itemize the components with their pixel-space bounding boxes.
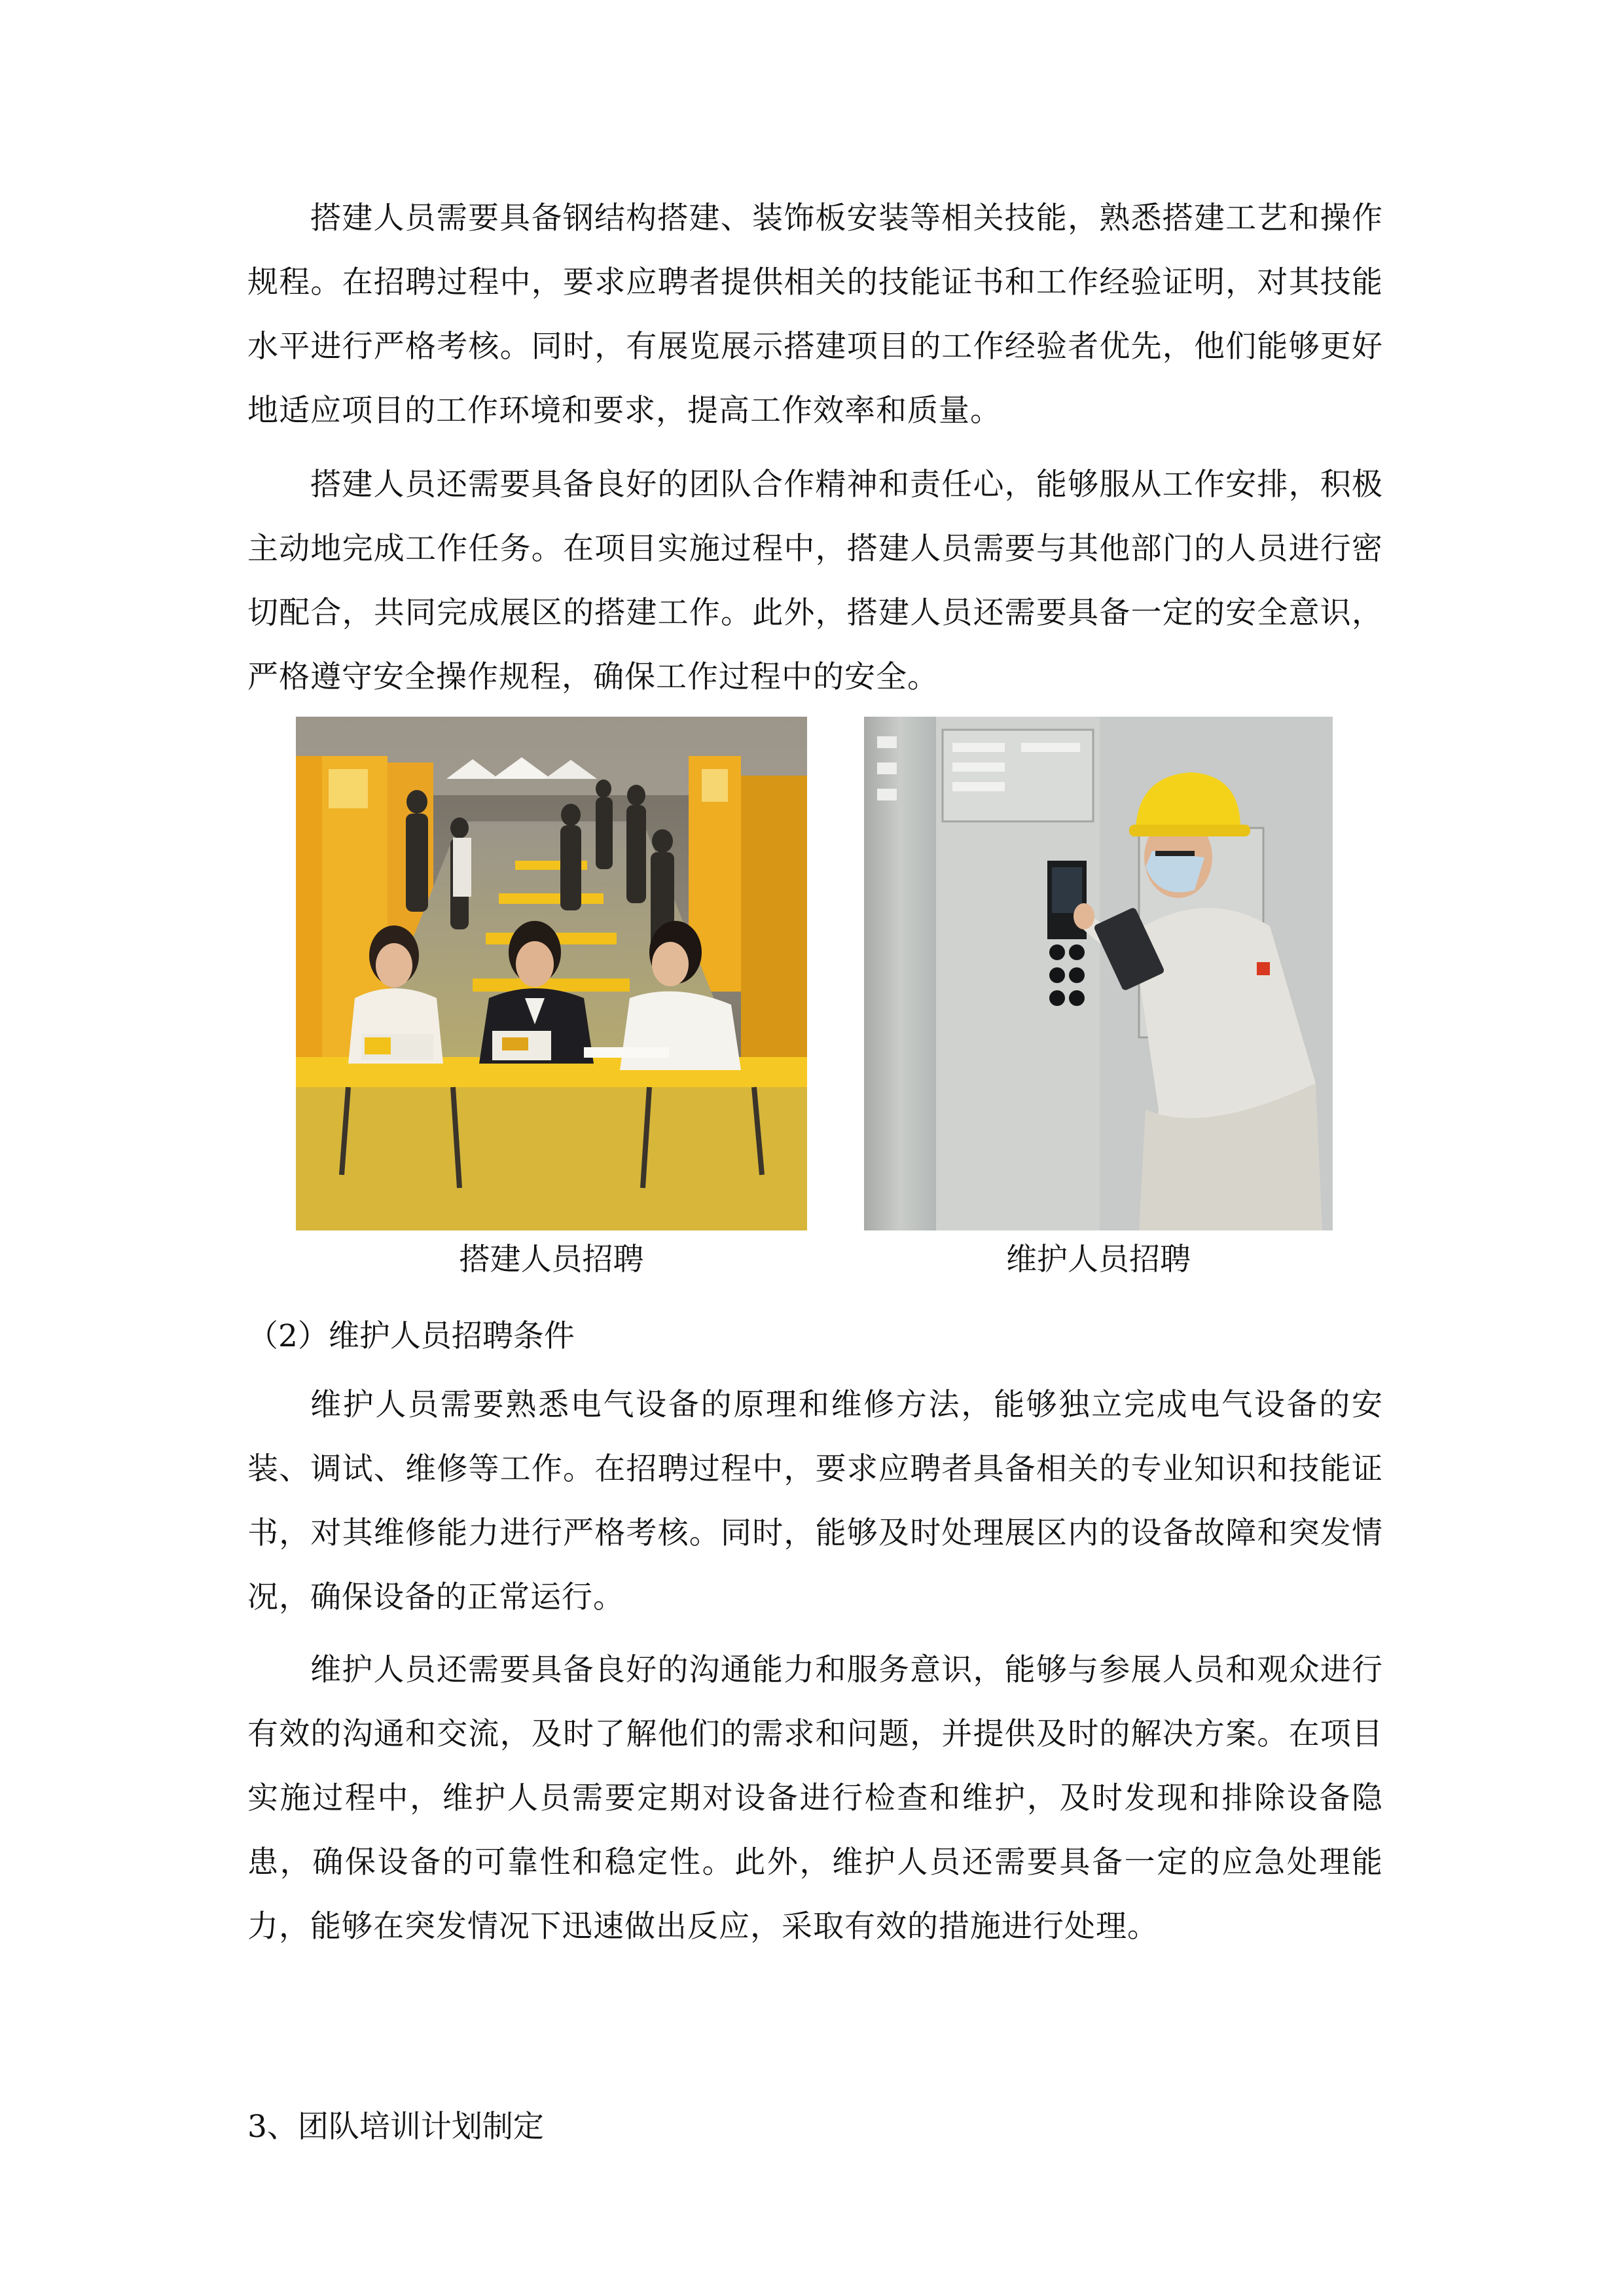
paragraph-maintenance-communication: 维护人员还需要具备良好的沟通能力和服务意识，能够与参展人员和观众进行有效的沟通和交流，及时了解他们的需求和问题，并提供及时的解决方案。在项目实施过程中，维护人员需要定期对设备进行检查和维护，及时发现和排除设备隐患，确保设备的可靠性和稳定性。此外，维护人员还需要具备一定的应急处理能力，能够在突发情况下迅速做出反应，采取有效的措施进行处理。: [247, 1652, 1383, 1945]
section-heading-training-plan: 3、团队培训计划制定: [247, 2109, 544, 2145]
subheading-maintenance-requirements: （2）维护人员招聘条件: [247, 1318, 575, 1354]
figure-caption-maintenance: 维护人员招聘: [1006, 1242, 1191, 1278]
paragraph-builder-teamwork: 搭建人员还需要具备良好的团队合作精神和责任心，能够服从工作安排，积极主动地完成工作任务。在项目实施过程中，搭建人员需要与其他部门的人员进行密切配合，共同完成展区的搭建工作。此外，搭建人员还需要具备一定的安全意识，严格遵守安全操作规程，确保工作过程中的安全。: [247, 467, 1383, 695]
recruitment-fair-photo: [296, 717, 807, 1230]
electrical-maintenance-photo: [864, 717, 1333, 1230]
figure-caption-builder: 搭建人员招聘: [459, 1242, 644, 1278]
paragraph-maintenance-skills: 维护人员需要熟悉电气设备的原理和维修方法，能够独立完成电气设备的安装、调试、维修等工作。在招聘过程中，要求应聘者具备相关的专业知识和技能证书，对其维修能力进行严格考核。同时，能够及时处理展区内的设备故障和突发情况，确保设备的正常运行。: [247, 1387, 1383, 1615]
paragraph-builder-skills: 搭建人员需要具备钢结构搭建、装饰板安装等相关技能，熟悉搭建工艺和操作规程。在招聘过程中，要求应聘者提供相关的技能证书和工作经验证明，对其技能水平进行严格考核。同时，有展览展示搭建项目的工作经验者优先，他们能够更好地适应项目的工作环境和要求，提高工作效率和质量。: [247, 200, 1383, 429]
